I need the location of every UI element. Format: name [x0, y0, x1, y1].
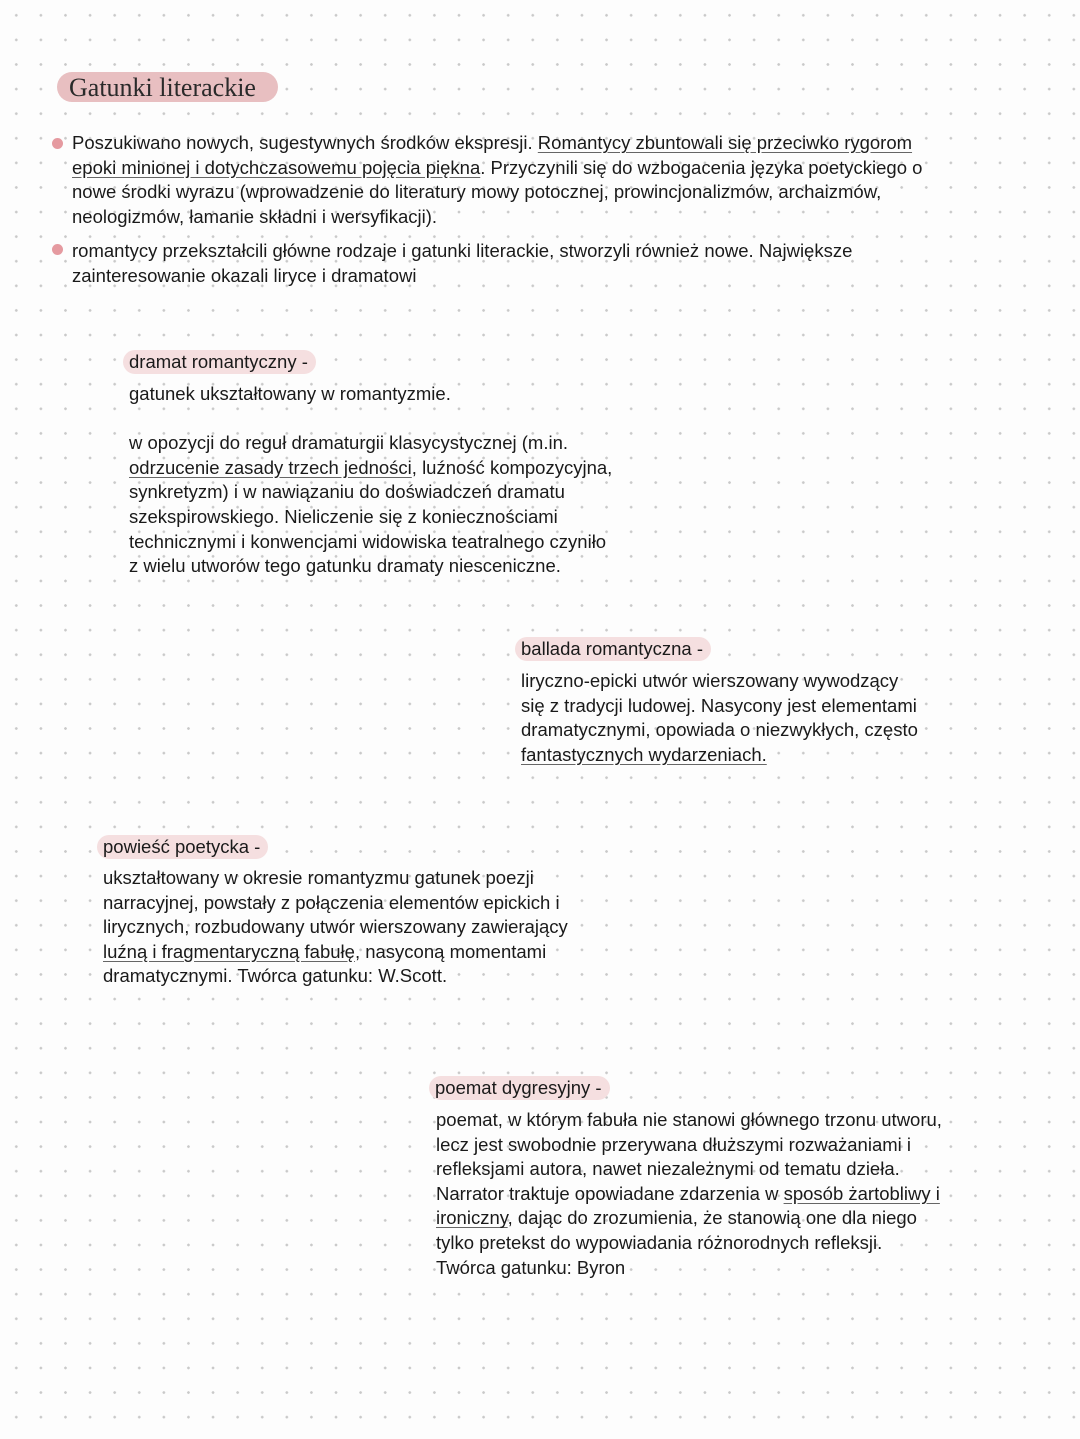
text-segment: dramatycznymi. Twórca gatunku: W.Scott. — [103, 965, 448, 987]
text-segment: refleksjami autora, nawet niezależnymi od tematu dzieła. — [436, 1158, 900, 1180]
text-line — [129, 554, 612, 579]
section-heading-dramat: dramat romantyczny - — [123, 350, 316, 374]
section-heading-ballada: ballada romantyczna - — [515, 637, 711, 661]
text-segment: Poszukiwano nowych, sugestywnych środków ekspresji. — [72, 132, 538, 153]
text-line — [129, 505, 612, 530]
text-segment: dramatycznymi, opowiada o niezwykłych, często — [521, 719, 918, 741]
section-body-poemat — [436, 1108, 942, 1280]
underlined-text: fantastycznych wydarzeniach. — [521, 743, 767, 765]
section-body-ballada — [521, 669, 918, 767]
text-line — [103, 940, 568, 965]
text-line — [521, 718, 918, 743]
text-line — [436, 1157, 942, 1182]
underlined-text: epoki minionej i dotychczasowemu pojęcia piękna — [72, 156, 481, 178]
text-segment: synkretyzm) i w nawiązaniu do doświadczeń dramatu — [129, 481, 565, 503]
text-line — [436, 1206, 942, 1231]
text-segment: w opozycji do reguł dramaturgii klasycystycznej (m.in. — [129, 432, 569, 454]
text-segment: poemat, w którym fabuła nie stanowi głównego trzonu utworu, — [436, 1109, 942, 1130]
text-line — [72, 131, 922, 156]
text-segment: nowe środki wyrazu (wprowadzenie do literatury mowy potocznej, prowincjonalizmów, archaizmów, — [72, 181, 882, 203]
text-segment: z wielu utworów tego gatunku dramaty niesceniczne. — [129, 555, 561, 577]
text-line — [129, 382, 612, 407]
section-body-dramat — [129, 382, 612, 579]
text-line — [436, 1133, 942, 1158]
text-line — [72, 205, 922, 230]
text-line — [521, 694, 918, 719]
text-segment: Twórca gatunku: Byron — [436, 1256, 626, 1278]
bullet-dot — [52, 138, 63, 149]
text-segment: gatunek ukształtowany w romantyzmie. — [129, 383, 451, 404]
underlined-text: odrzucenie zasady trzech jedności — [129, 456, 412, 478]
text-segment: narracyjnej, powstały z połączenia elementów epickich i — [103, 891, 560, 913]
text-segment: szekspirowskiego. Nieliczenie się z koniecznościami — [129, 505, 558, 527]
section-heading-poemat: poemat dygresyjny - — [429, 1076, 610, 1100]
bullet-paragraph-1 — [72, 131, 922, 229]
text-line — [103, 964, 568, 989]
text-line — [72, 156, 922, 181]
text-segment: liryczno-epicki utwór wierszowany wywodzący — [521, 670, 899, 691]
text-line — [521, 669, 918, 694]
text-line — [129, 431, 612, 456]
text-line — [129, 530, 612, 555]
text-line — [521, 743, 918, 768]
underlined-text: sposób żartobliwy i — [783, 1182, 940, 1204]
text-segment: , dając do zrozumienia, że stanowią one dla niego — [507, 1207, 917, 1229]
page-title: Gatunki literackie — [57, 72, 278, 102]
text-line — [72, 239, 852, 264]
text-segment: się z tradycji ludowej. Nasycony jest elementami — [521, 694, 917, 716]
text-segment: lirycznych, rozbudowany utwór wierszowany zawierający — [103, 916, 568, 938]
text-line — [129, 407, 612, 432]
text-segment: romantycy przekształcili główne rodzaje i gatunki literackie, stworzyli również nowe. Największe — [72, 240, 853, 261]
underlined-text: luźną i fragmentaryczną fabułę — [103, 940, 355, 962]
text-segment: tylko pretekst do wypowiadania różnorodnych refleksji. — [436, 1231, 883, 1253]
text-segment: lecz jest swobodnie przerywana dłuższymi rozważaniami i — [436, 1133, 912, 1155]
text-line — [103, 866, 568, 891]
text-segment: technicznymi i konwencjami widowiska teatralnego czyniło — [129, 530, 607, 552]
text-line — [72, 264, 852, 289]
text-line — [72, 180, 922, 205]
text-segment: zainteresowanie okazali liryce i dramatowi — [72, 264, 417, 286]
section-body-powiesc — [103, 866, 568, 989]
text-line — [436, 1231, 942, 1256]
text-line — [103, 891, 568, 916]
text-segment: , nasyconą momentami — [354, 940, 547, 962]
bullet-dot — [52, 244, 63, 255]
text-line — [129, 480, 612, 505]
underlined-text: Romantycy zbuntowali się przeciwko rygorom — [537, 132, 913, 153]
text-line — [436, 1256, 942, 1281]
text-segment: . Przyczynili się do wzbogacenia języka poetyckiego o — [480, 156, 923, 178]
text-line — [436, 1108, 942, 1133]
bullet-paragraph-2 — [72, 239, 852, 288]
underlined-text: ironiczny — [436, 1207, 508, 1229]
text-segment: Narrator traktuje opowiadane zdarzenia w — [436, 1182, 784, 1204]
text-segment: neologizmów, łamanie składni i wersyfikacji). — [72, 205, 438, 227]
text-line — [129, 456, 612, 481]
section-heading-powiesc: powieść poetycka - — [97, 835, 268, 859]
text-segment: , luźność kompozycyjna, — [411, 456, 613, 478]
text-line — [103, 915, 568, 940]
text-line — [436, 1182, 942, 1207]
text-segment: ukształtowany w okresie romantyzmu gatunek poezji — [103, 867, 534, 888]
